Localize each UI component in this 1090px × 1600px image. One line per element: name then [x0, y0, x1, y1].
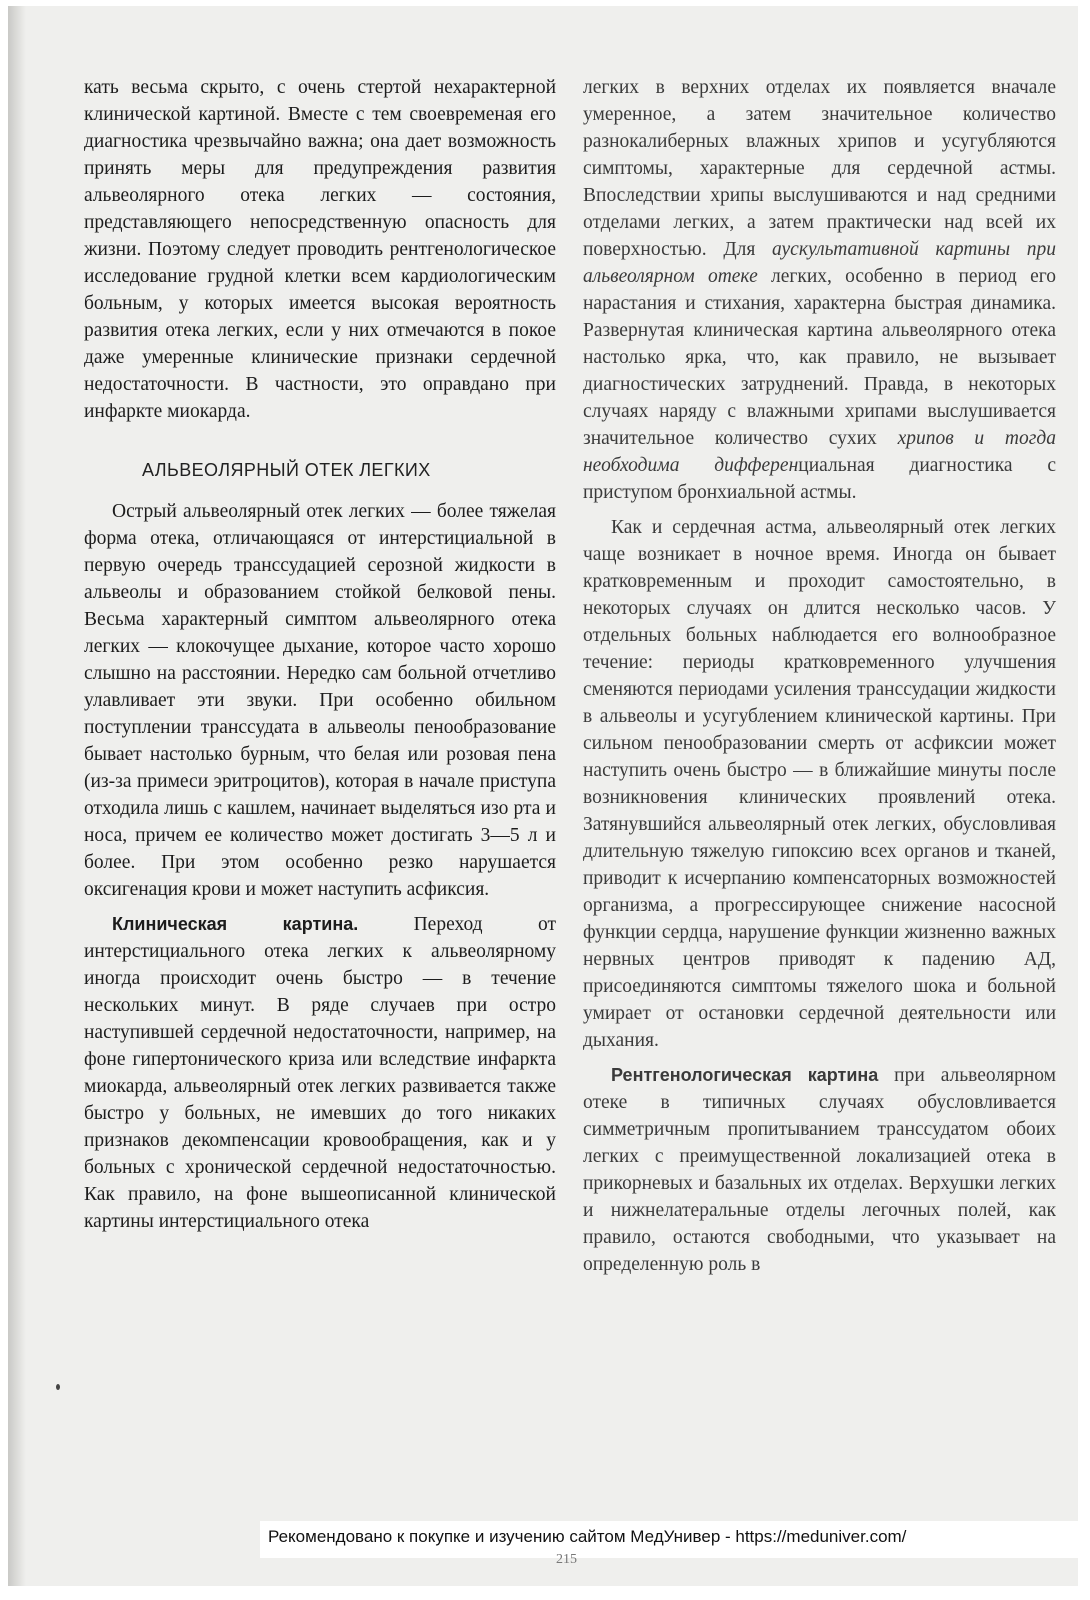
xray-lead: Рентгенологическая картина	[611, 1065, 879, 1085]
book-page	[8, 6, 1078, 1586]
left-column	[84, 74, 556, 1235]
page-number: 215	[556, 1552, 577, 1567]
paragraph-definition: Острый альвеолярный отек легких — более тяжелая форма отека, отличающаяся от интерстициальной в первую очередь транссудацией серозной жидкости в альвеолы и образованием стойкой белковой пены. Весьма характерный симптом альвеолярного отека легких — клокочущее дыхание, которое часто хорошо слышно на расстоянии. Нередко сам больной отчетливо улавливает эти звуки. При особенно обильном поступлении транссудата в альвеолы пенообразование бывает настолько бурным, что белая или розовая пена (из-за примеси эритроцитов), которая в начале приступа отходила лишь с кашлем, начинает выделяться изо рта и носа, причем ее количество может достигать 3—5 л и более. При этом особенно резко нарушается оксигенация крови и может наступить асфиксия.	[84, 501, 556, 900]
section-heading: АЛЬВЕОЛЯРНЫЙ ОТЕК ЛЕГКИХ	[142, 460, 431, 480]
paragraph-clinical	[84, 911, 556, 1235]
paragraph-xray	[583, 1062, 1056, 1278]
paragraph-auscultation	[583, 74, 1056, 506]
auscultation-italic-a: аускультативной картины при альвеолярном отеке	[583, 239, 1056, 287]
paragraph-intro: кать весьма скрыто, с очень стертой нехарактерной клинической картиной. Вместе с тем своевременая его диагностика чрезвычайно важна; она дает возможность принять меры для предупреждения развития альвеолярного отека легких — состояния, представляющего непосредственную опасность для жизни. Поэтому следует проводить рентгенологическое исследование грудной клетки всем кардиологическим больным, у которых имеется высокая вероятность развития отека легких, если у них отмечаются в покое даже умеренные клинические признаки сердечной недостаточности. В частности, это оправдано при инфаркте миокарда.	[84, 77, 556, 422]
scan-shadow	[8, 6, 26, 1586]
auscultation-text-c: циальная диагностика с приступом бронхиальной астмы.	[583, 455, 1056, 503]
footer-watermark: Рекомендовано к покупке и изучению сайтом МедУнивер - https://meduniver.com/	[268, 1527, 907, 1546]
auscultation-italic-b: хрипов и тогда необходима дифферен	[583, 428, 1056, 476]
xray-body: при альвеолярном отеке в типичных случаях обусловливается симметричным пропитыванием транссудатом обоих легких с преимущественной локализацией отека в прикорневых и базальных их отделах. Верхушки легких и нижнелатеральные отделы легочных полей, как правило, остаются свободными, что указывает на определенную роль в	[583, 1065, 1056, 1275]
paragraph-course: Как и сердечная астма, альвеолярный отек легких чаще возникает в ночное время. Иногда он бывает кратковременным и проходит самостоятельно, в некоторых случаях он длится несколько часов. У отдельных больных наблюдается его волнообразное течение: периоды кратковременного улучшения сменяются периодами усиления транссудации жидкости в альвеолы и усугублением клинической картины. При сильном пенообразовании смерть от асфиксии может наступить очень быстро — в ближайшие минуты после возникновения клинических проявлений отека. Затянувшийся альвеолярный отек легких, обусловливая длительную тяжелую гипоксию всех органов и тканей, приводит к исчерпанию компенсаторных возможностей организма, а прогрессирующее снижение насосной функции сердца, нарушение функции жизненно важных нервных центров приводят к падению АД, присоединяются симптомы тяжелого шока и больной умирает от остановки сердечной деятельности или дыхания.	[583, 517, 1056, 1051]
scan-speck	[56, 1384, 60, 1390]
right-column	[583, 74, 1056, 1278]
clinical-lead: Клиническая картина.	[112, 914, 359, 934]
auscultation-text-a: легких в верхних отделах их появляется вначале умеренное, а затем значительное количество разнокалиберных влажных хрипов и усугубляются симптомы, характерные для сердечной астмы. Впоследствии хрипы выслушиваются и над средними отделами легких, а затем практически над всей их поверхностью. Для	[583, 77, 1056, 260]
clinical-body: Переход от интерстициального отека легких к альвеолярному иногда происходит очень быстро — в течение нескольких минут. В ряде случаев при остро наступившей сердечной недостаточности, например, на фоне гипертонического криза или вследствие инфаркта миокарда, альвеолярный отек легких развивается также быстро у больных, не имевших до того никаких признаков декомпенсации кровообращения, как и у больных с хронической сердечной недостаточностью. Как правило, на фоне вышеописанной клинической картины интерстициального отека	[84, 914, 556, 1232]
auscultation-text-b: легких, особенно в период его нарастания и стихания, характерна быстрая динамика. Развернутая клиническая картина альвеолярного отека настолько ярка, что, как правило, не вызывает диагностических затруднений. Правда, в некоторых случаях наряду с влажными хрипами выслушивается значительное количество сухих	[583, 266, 1056, 449]
